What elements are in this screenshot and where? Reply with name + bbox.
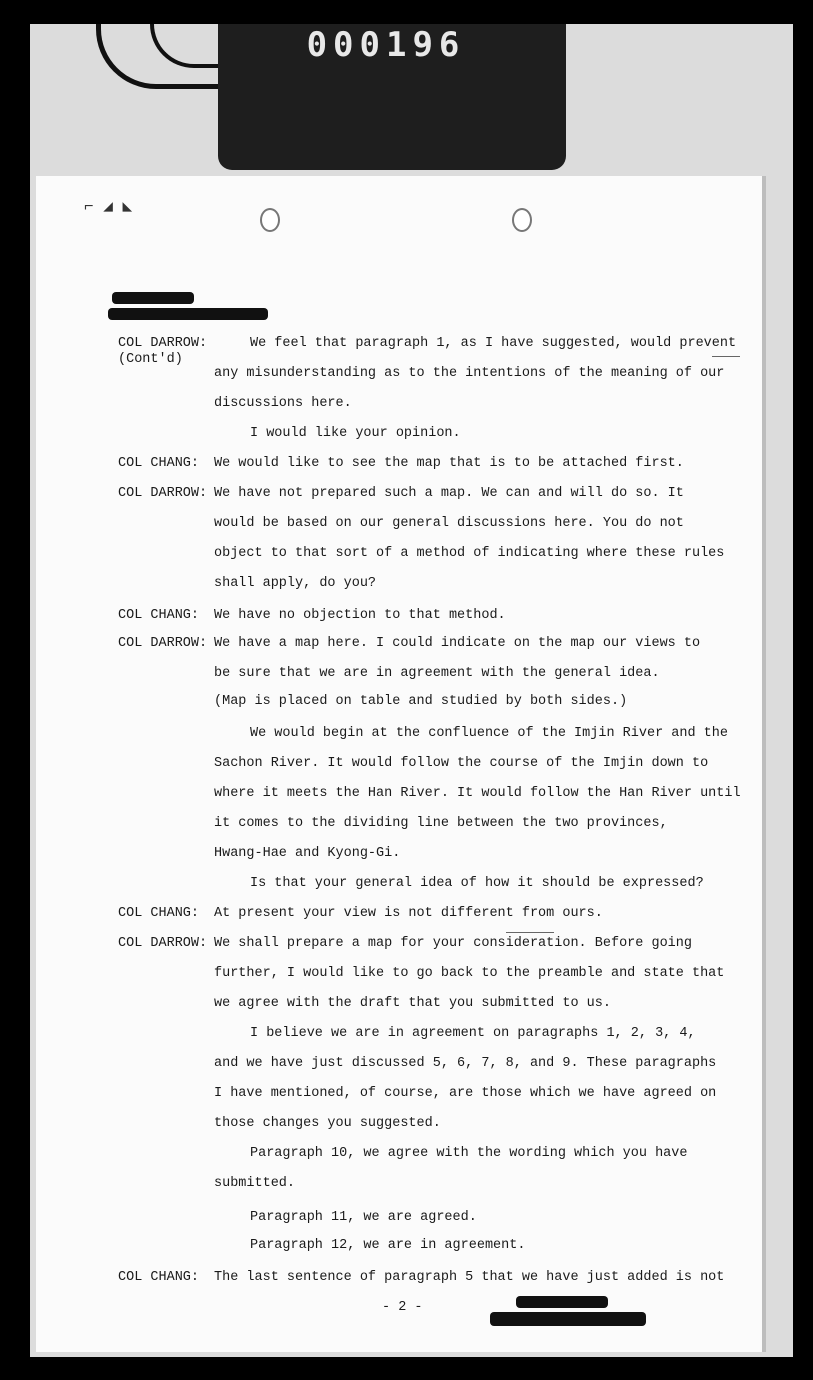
transcript-line: We have not prepared such a map. We can and will do so. It — [214, 486, 684, 501]
transcript-line: those changes you suggested. — [214, 1116, 441, 1131]
redaction-bar — [108, 308, 268, 320]
transcript-line: and we have just discussed 5, 6, 7, 8, and 9. These paragraphs — [214, 1056, 717, 1071]
punch-hole — [260, 208, 280, 232]
speaker-label: COL DARROW: — [118, 636, 208, 651]
speaker-label: COL CHANG: — [118, 608, 200, 623]
transcript-line: it comes to the dividing line between the two provinces, — [214, 816, 668, 831]
speaker-label: COL CHANG: — [118, 456, 200, 471]
transcript-line: We have a map here. I could indicate on the map our views to — [214, 636, 701, 651]
transcript-line: We have no objection to that method. — [214, 608, 506, 623]
transcript-line: shall apply, do you? — [214, 576, 377, 591]
transcript-line: any misunderstanding as to the intentions of the meaning of our — [214, 366, 725, 381]
corner-pencil-mark: ⌐ ◢ ◣ — [84, 198, 133, 216]
speaker-label: COL DARROW: — [118, 486, 208, 501]
transcript-line: would be based on our general discussions here. You do not — [214, 516, 684, 531]
redaction-bar — [490, 1312, 646, 1326]
stray-mark — [506, 932, 554, 933]
transcript-line: I believe we are in agreement on paragraphs 1, 2, 3, 4, — [250, 1026, 696, 1041]
speaker-label: (Cont'd) — [118, 352, 183, 367]
transcript-line: Paragraph 11, we are agreed. — [250, 1210, 477, 1225]
transcript-line: We shall prepare a map for your consideration. Before going — [214, 936, 692, 951]
transcript-line: object to that sort of a method of indicating where these rules — [214, 546, 725, 561]
transcript-line: (Map is placed on table and studied by both sides.) — [214, 694, 628, 709]
transcript-line: We would like to see the map that is to be attached first. — [214, 456, 684, 471]
speaker-label: COL DARROW: — [118, 936, 208, 951]
punch-hole — [512, 208, 532, 232]
frame-number: 000196 — [306, 25, 466, 65]
page-number: - 2 - — [382, 1300, 423, 1315]
redaction-bar — [112, 292, 194, 304]
redaction-bar — [516, 1296, 608, 1308]
document-page — [36, 176, 762, 1352]
transcript-line: Paragraph 12, we are in agreement. — [250, 1238, 526, 1253]
transcript-line: I have mentioned, of course, are those which we have agreed on — [214, 1086, 717, 1101]
transcript-line: submitted. — [214, 1176, 296, 1191]
transcript-line: Hwang-Hae and Kyong-Gi. — [214, 846, 401, 861]
transcript-line: I would like your opinion. — [250, 426, 461, 441]
transcript-line: discussions here. — [214, 396, 352, 411]
transcript-line: The last sentence of paragraph 5 that we have just added is not — [214, 1270, 725, 1285]
stray-mark — [712, 356, 740, 357]
transcript-line: be sure that we are in agreement with the general idea. — [214, 666, 660, 681]
transcript-line: We feel that paragraph 1, as I have suggested, would prevent — [250, 336, 737, 351]
transcript-line: At present your view is not different from ours. — [214, 906, 603, 921]
transcript-line: further, I would like to go back to the preamble and state that — [214, 966, 725, 981]
speaker-label: COL CHANG: — [118, 1270, 200, 1285]
transcript-line: Paragraph 10, we agree with the wording which you have — [250, 1146, 688, 1161]
speaker-label: COL CHANG: — [118, 906, 200, 921]
transcript-line: We would begin at the confluence of the Imjin River and the — [250, 726, 728, 741]
transcript-line: Sachon River. It would follow the course of the Imjin down to — [214, 756, 709, 771]
transcript-line: we agree with the draft that you submitted to us. — [214, 996, 611, 1011]
transcript-line: Is that your general idea of how it should be expressed? — [250, 876, 704, 891]
speaker-label: COL DARROW: — [118, 336, 208, 351]
transcript-line: where it meets the Han River. It would follow the Han River until — [214, 786, 741, 801]
